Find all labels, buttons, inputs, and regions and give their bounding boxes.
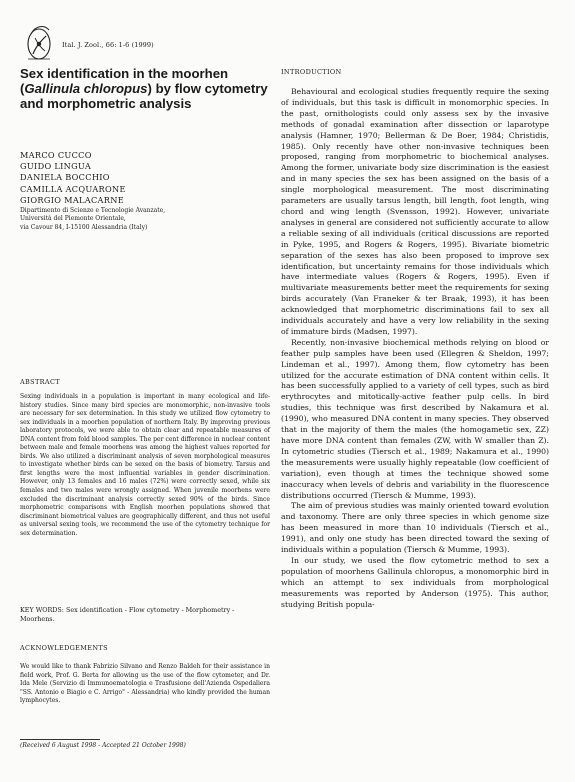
introduction-paragraph: The aim of previous studies was mainly oriented toward evolution and taxonomy. There are only three species in which genome size has been measured in more than 10 individuals (Tiersch et al., 1991), and only one study has been directed toward the sexing of individuals within a population (Tiersch & Mumme, 1993). xyxy=(281,501,549,555)
affiliation-line: via Cavour 84, I-15100 Alessandria (Italy) xyxy=(20,223,148,231)
acknowledgements-heading: ACKNOWLEDGEMENTS xyxy=(20,644,108,652)
paper-title: Sex identification in the moorhen (Gallinula chloropus) by flow cytometry and morphometric analysis xyxy=(20,66,268,111)
keywords xyxy=(20,606,270,624)
introduction-paragraph: Behavioural and ecological studies frequently require the sexing of individuals, but this task is difficult in monomorphic species. In the past, ornithologists could only assess sex by the invasive methods of gonadal examination after dissection or laparotype analysis (Hamner, 1970; Bellerman & De Boer, 1984; Christidis, 1985). Only recently have other non-invasive techniques been proposed, ranging from morphometric to biochemical analyses. Among the former, univariate body size discrimination is the easiest and in many species the sex has been assigned on the basis of a single morphological measurement. The most discriminating parameters are usually tarsus length, bill length, foot length, wing chord and wing length (Svensson, 1992). However, univariate analyses in general are considered not sufficiently accurate to allow a reliable sexing of all individuals (critical discussions are reported in Pyke, 1995, and Rogers & Rogers, 1995). Bivariate biometric separation of the sexes has also been proposed to improve sex identification, but uncertainty remains for those individuals which have intermediate values (Rogers & Rogers, 1995). Even if multivariate measurements better meet the requirements for sexing birds accurately (Van Franeker & ter Braak, 1993), it has been acknowledged that morphometric discriminations fail to sex all individuals accurately and have a very low reliability in the sexing of immature birds (Madsen, 1997). xyxy=(281,87,549,336)
title-species-name: Gallinula chloropus xyxy=(24,81,148,96)
author-name: CAMILLA ACQUARONE xyxy=(20,183,126,194)
author-name: GIORGIO MALACARNE xyxy=(20,194,124,205)
title-line-3: and morphometric analysis xyxy=(20,96,192,111)
affiliation xyxy=(20,207,165,232)
introduction-body xyxy=(281,87,549,611)
abstract-heading: ABSTRACT xyxy=(20,378,60,386)
author-name: GUIDO LINGUA xyxy=(20,161,92,172)
title-line-1: Sex identification in the moorhen xyxy=(20,66,229,81)
introduction-paragraph: In our study, we used the flow cytometric method to sex a population of moorhens Gallinula chloropus, a monomorphic bird in which an attempt to sex individuals from morphological measurements was reported by Anderson (1975). This author, studying British popula- xyxy=(281,555,549,609)
author-list xyxy=(20,150,126,206)
received-dates: (Received 6 August 1998 - Accepted 21 October 1998) xyxy=(20,742,186,749)
footnote-rule xyxy=(20,739,100,740)
introduction-paragraph: Recently, non-invasive biochemical methods relying on blood or feather pulp samples have been used (Ellegren & Sheldon, 1997; Lindeman et al., 1997). Among them, flow cytometry has been utilized for the accurate estimation of DNA content within cells. It has been successfully applied to a variety of cell types, such as bird erythrocytes and mitotically-active feather pulp cells. In bird studies, this technique was first described by Nakamura et al. (1990), who measured DNA content in many species. They observed that in the majority of them the males (the homogametic sex, ZZ) have more DNA content than females (ZW, with W smaller than Z). In cytometric studies (Tiersch et al., 1989; Nakamura et al., 1990) the measurements were usually highly repeatable (low coefficient of variation), even though at times the technique showed some inaccuracy when levels of debris and variability in the fluorescence distributions occurred (Tiersch & Mumme, 1993). xyxy=(281,337,549,500)
affiliation-line: Dipartimento di Scienze e Tecnologie Avanzate, xyxy=(20,207,166,214)
introduction-heading: INTRODUCTION xyxy=(281,68,342,76)
title-line-2-rest: ) by flow cytometry xyxy=(147,81,268,96)
author-name: DANIELA BOCCHIO xyxy=(20,172,110,183)
acknowledgements-text: We would like to thank Fabrizio Silvano and Renzo Baldeh for their assistance in field work, Prof. G. Berta for allowing us the use of the flow cytometer, and Dr. Ida Mele (Servizio di Immunoematologia e Trasfusione dell'Azienda Ospedaliera "SS. Antonio e Biagio e C. Arrigo" - Alessandria) who kindly provided the human lymphocytes. xyxy=(20,663,270,705)
author-name: MARCO CUCCO xyxy=(20,150,92,160)
journal-logo-icon xyxy=(22,20,56,64)
journal-citation: Ital. J. Zool., 66: 1-6 (1999) xyxy=(62,41,154,49)
keywords-label: KEY WORDS: xyxy=(20,606,64,614)
abstract-text: Sexing individuals in a population is important in many ecological and life-history studies. Since many bird species are monomorphic, non-invasive tools are necessary for sex determination. In this study we utilized flow cytometry to sex individuals in a moorhen population of northern Italy. By improving previous laboratory protocols, we were able to obtain clear and repeatable measures of DNA content from fold blood samples. The per cent difference in nuclear content between male and female moorhens was among the highest values reported for birds. We also utilized a discriminant analysis of seven morphological measures to investigate whether birds can be sexed on the basis of biometry. Tarsus and first lengths were the most influential variables in gender discrimination. However, only 13 females and 16 males (72%) were correctly sexed, while six females and two males were wrongly assigned. When juvenile moorhens were excluded the discriminant analysis correctly sexed 90% of the birds. Since morphometric comparisons with English moorhen populations showed that discriminant biometrical values are geographically different, and thus not useful as universal sexing tools, we recommend the use of the cytometry technique for sex determination. xyxy=(20,393,270,537)
keywords-text: Sex identification - Flow cytometry - Morphometry - Moorhens. xyxy=(20,606,235,623)
affiliation-line: Università del Piemonte Orientale, xyxy=(20,215,126,223)
